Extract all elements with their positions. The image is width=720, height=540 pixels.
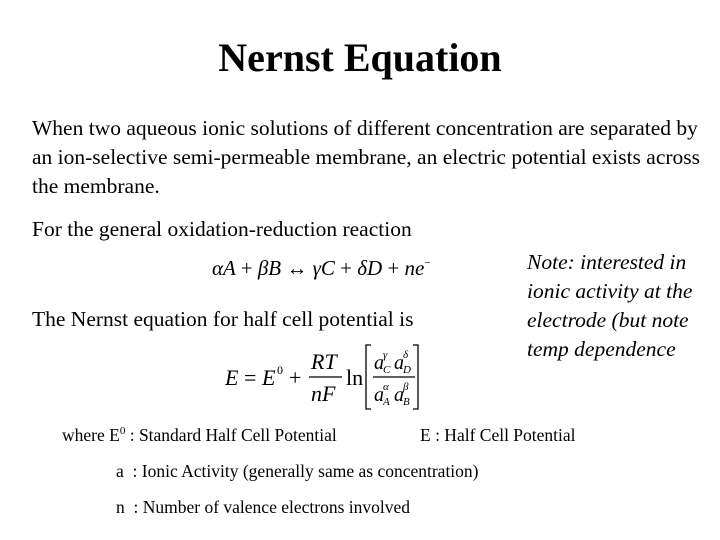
electron-count: n [404,256,416,280]
activity-note: Note: interested in ionic activity at the electrode (but note temp dependence [527,250,693,361]
nernst-equation [225,342,445,412]
standard-potential-superscript: 0 [277,363,283,377]
electron-symbol: e [415,256,425,280]
subscript-d: D [403,364,411,376]
reaction-lead-text: For the general oxidation-reduction reaction [32,217,412,241]
definition-valence-electrons: n : Number of valence electrons involved [116,497,410,517]
definition-e0-prefix: where E [62,425,120,445]
exponent-gamma: γ [383,349,388,361]
activity-d: a [394,352,404,374]
ln-operator: ln [346,365,364,390]
definition-ionic-activity: a : Ionic Activity (generally same as concentration) [116,461,479,481]
redox-reaction-equation [212,256,431,281]
species-d: D [367,256,383,280]
subscript-b: B [403,396,410,408]
species-a: A [223,256,236,280]
left-bracket [366,345,371,409]
exponent-alpha: α [383,381,389,393]
subscript-c: C [383,364,391,376]
activity-c: a [374,352,384,374]
definition-half-cell-potential: E : Half Cell Potential [420,425,576,445]
equals-sign: = [244,365,257,390]
coef-gamma: γ [312,256,321,280]
plus-sign: + [289,365,302,390]
species-b: B [268,256,282,280]
activity-a: a [374,384,384,406]
coef-delta: δ [357,256,368,280]
exponent-beta: β [403,381,409,393]
standard-potential-symbol: E [262,365,276,390]
definition-e0-text: : Standard Half Cell Potential [125,425,337,445]
coef-beta: β [257,256,269,280]
activity-b: a [394,384,404,406]
definition-e0-superscript: 0 [119,425,126,438]
nernst-lead-text: The Nernst equation for half cell potential is [32,307,414,331]
plus-sign: + [387,256,400,280]
definition-standard-potential [62,425,337,446]
exponent-delta: δ [403,349,409,361]
rt-numerator: RT [311,349,337,374]
subscript-a: A [383,396,390,408]
slide-title: Nernst Equation [218,35,502,80]
coef-alpha: α [212,256,224,280]
species-c: C [320,256,335,280]
electron-charge: − [424,257,431,269]
intro-paragraph: When two aqueous ionic solutions of different concentration are separated by an ion-selective semi-permeable membrane, an electric potential exists across the membrane. [32,116,701,198]
equilibrium-arrow: ↔ [286,256,308,280]
potential-symbol: E [225,365,239,390]
plus-sign: + [240,256,253,280]
plus-sign: + [340,256,353,280]
nf-denominator: nF [311,381,336,406]
